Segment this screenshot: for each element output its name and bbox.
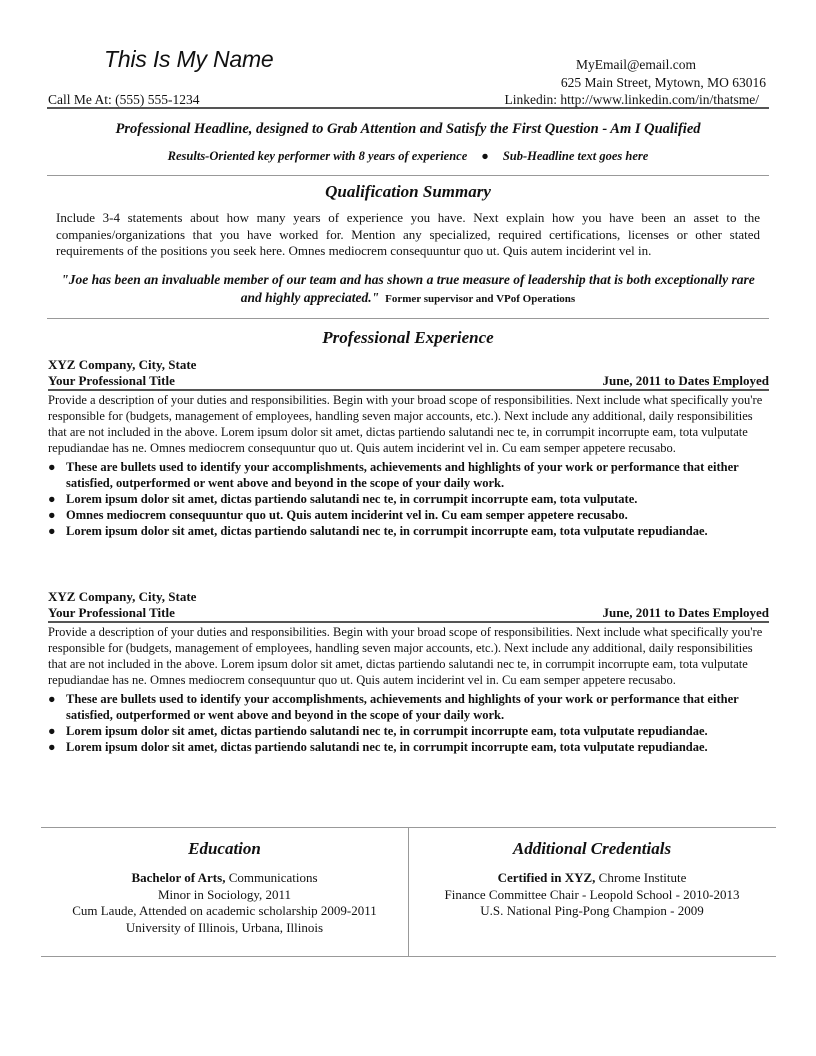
contact-divider (47, 107, 769, 109)
sub-headline (40, 149, 776, 164)
quote-text: "Joe has been an invaluable member of our team and has shown a true measure of leadership that is both exceptionally rare and highly appreciated." (61, 272, 755, 305)
job-description: Provide a description of your duties and responsibilities. Begin with your broad scope of responsibilities. Next include what specifically you're responsible for (budgets, management of employees, handling seven major accounts, etc.). Next include any additional, daily responsibilities that are not included in the above. Lorem ipsum dolor sit amet, dictas partiendo salutandi nec te, in corrumpit incorrupte eam, tota vulputate repudiandae has ne. Omnes mediocrem consequuntur quo ut. Quis autem inciderint vel in. Cu eam semper appetere recusabo. (48, 625, 763, 687)
credential-detail: U.S. National Ping-Pong Champion - 2009 (480, 903, 704, 918)
bullet-icon: ● (48, 460, 56, 474)
accomplishment-list (48, 691, 769, 755)
qualification-summary-title: Qualification Summary (325, 182, 491, 201)
list-item (48, 523, 769, 539)
education-column (41, 838, 408, 936)
certification-issuer: Chrome Institute (595, 870, 687, 885)
list-item (48, 723, 769, 739)
degree-field: Communications (225, 870, 318, 885)
email-address: MyEmail@email.com (575, 57, 696, 72)
accomplishment-list (48, 459, 769, 539)
sub-headline-right: Sub-Headline text goes here (502, 149, 649, 163)
credential-detail: Finance Committee Chair - Leopold School - 2010-2013 (444, 886, 740, 902)
professional-headline: Professional Headline, designed to Grab Attention and Satisfy the First Question - Am I Qualified (115, 121, 701, 137)
bottom-section-bottom-rule (41, 956, 776, 957)
degree-name: Bachelor of Arts, (131, 870, 226, 885)
testimonial-quote (56, 271, 760, 308)
job-title: Your Professional Title (48, 605, 175, 620)
bullet-icon: ● (48, 492, 56, 506)
job-description: Provide a description of your duties and responsibilities. Begin with your broad scope of responsibilities. Next include what specifically you're responsible for (budgets, management of employees, handling seven major accounts, etc.). Next include any additional, daily responsibilities that are not included in the above. Lorem ipsum dolor sit amet, dictas partiendo salutandi nec te, in corrumpit incorrupte eam, tota vulputate repudiandae has ne. Omnes mediocrem consequuntur quo ut. Quis autem inciderint vel in. Cu eam semper appetere recusabo. (48, 393, 763, 455)
bullet-text: These are bullets used to identify your accomplishments, achievements and highlights of your work or performance that either satisfied, outperformed or went above and beyond in the scope of your daily work. (66, 692, 739, 722)
section-divider (47, 318, 769, 319)
certification-line (409, 870, 775, 887)
bullet-icon: ● (48, 524, 56, 538)
professional-experience-title: Professional Experience (322, 328, 494, 347)
education-detail: Cum Laude, Attended on academic scholarship 2009-2011 (72, 903, 377, 918)
bullet-text: Lorem ipsum dolor sit amet, dictas partiendo salutandi nec te, in corrumpit incorrupte eam, tota vulputate repudiandae. (66, 724, 708, 738)
list-item (48, 739, 769, 755)
qualification-summary-text: Include 3-4 statements about how many years of experience you have. Next explain how you have been an asset to the companies/organizations that you have worked for. Mention any specialized, required certifications, licenses or other stated requirements of the positions you seek here. Omnes mediocrem consequuntur quo ut. Quis autem inciderint vel in. (56, 210, 760, 258)
job-entry (48, 589, 769, 755)
job-title-row (48, 373, 769, 391)
quote-attribution: Former supervisor and VPof Operations (385, 293, 576, 305)
bullet-text: Omnes mediocrem consequuntur quo ut. Quis autem inciderint vel in. Cu eam semper appetere recusabo. (66, 508, 628, 522)
bullet-icon: ● (48, 692, 56, 706)
job-title-row (48, 605, 769, 623)
bullet-separator-icon: ● (481, 149, 489, 163)
job-entry (48, 357, 769, 539)
credentials-title: Additional Credentials (512, 839, 672, 858)
company-name: XYZ Company, City, State (48, 357, 197, 372)
phone-number: Call Me At: (555) 555-1234 (48, 92, 200, 107)
education-title: Education (188, 839, 261, 858)
degree-line (41, 870, 408, 887)
education-detail: University of Illinois, Urbana, Illinois (125, 919, 324, 935)
bullet-text: Lorem ipsum dolor sit amet, dictas partiendo salutandi nec te, in corrumpit incorrupte eam, tota vulputate repudiandae. (66, 740, 708, 754)
street-address: 625 Main Street, Mytown, MO 63016 (560, 75, 766, 90)
list-item (48, 691, 769, 723)
job-dates: June, 2011 to Dates Employed (602, 605, 769, 620)
list-item (48, 459, 769, 491)
education-detail: Minor in Sociology, 2011 (157, 886, 291, 902)
sub-headline-left: Results-Oriented key performer with 8 years of experience (167, 149, 468, 163)
list-item (48, 491, 769, 507)
job-dates: June, 2011 to Dates Employed (602, 373, 769, 388)
section-divider (47, 175, 769, 176)
bullet-icon: ● (48, 740, 56, 754)
certification-name: Certified in XYZ, (497, 870, 596, 885)
bullet-icon: ● (48, 508, 56, 522)
company-name: XYZ Company, City, State (48, 589, 197, 604)
candidate-name: This Is My Name (104, 46, 274, 72)
bullet-text: These are bullets used to identify your accomplishments, achievements and highlights of your work or performance that either satisfied, outperformed or went above and beyond in the scope of your daily work. (66, 460, 739, 490)
bullet-text: Lorem ipsum dolor sit amet, dictas partiendo salutandi nec te, in corrumpit incorrupte eam, tota vulputate. (66, 492, 638, 506)
bullet-text: Lorem ipsum dolor sit amet, dictas partiendo salutandi nec te, in corrumpit incorrupte eam, tota vulputate repudiandae. (66, 524, 708, 538)
list-item (48, 507, 769, 523)
linkedin-url: Linkedin: http://www.linkedin.com/in/thatsme/ (504, 92, 759, 107)
bullet-icon: ● (48, 724, 56, 738)
job-title: Your Professional Title (48, 373, 175, 388)
credentials-column (409, 838, 775, 920)
